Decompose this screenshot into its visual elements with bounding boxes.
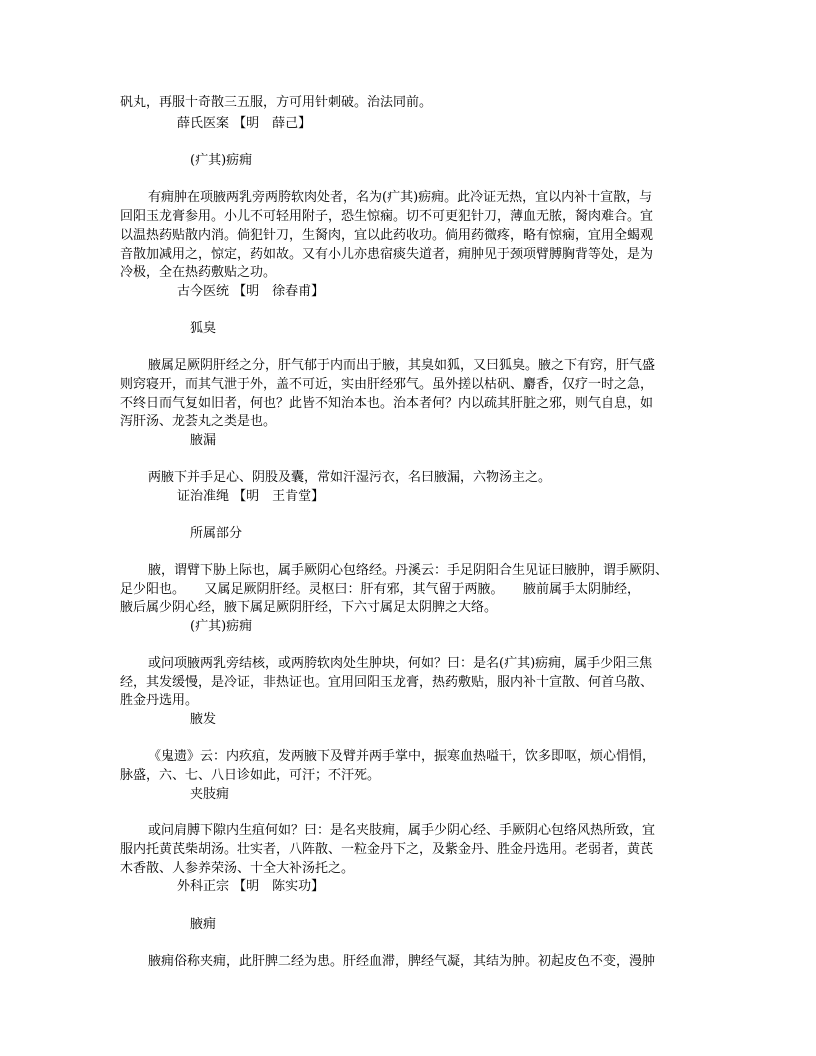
paragraph-line: 泻肝汤、龙荟丸之类是也。 <box>120 414 277 429</box>
section-heading: 夹肢痈 <box>190 787 230 802</box>
paragraph-line: 脉盛，六、七、八日诊如此，可汗；不汗死。 <box>120 768 381 783</box>
section-heading: (疒其)疬痈 <box>190 619 253 634</box>
text-line: 矾丸，再服十奇散三五服，方可用针刺破。治法同前。 <box>120 95 433 110</box>
source-heading: 外科正宗 【明 陈实功】 <box>177 879 325 894</box>
paragraph-line: 则窍寝开，而其气泄于外，盖不可近，实由肝经邪气。虽外搓以枯矾、麝香，仅疗一时之急， <box>120 377 654 392</box>
section-heading: (疒其)疬痈 <box>190 153 253 168</box>
paragraph-line: 或问肩膊下隙内生疽何如？曰：是名夹肢痈，属手少阴心经、手厥阴心包络风热所致，宜 <box>148 823 656 838</box>
paragraph-line: 《鬼遗》云：内疚疽，发两腋下及臂并两手掌中，振寒血热嗌干，饮多即呕，烦心悁悁， <box>148 749 656 764</box>
paragraph-line: 腋后属少阴心经，腋下属足厥阴肝经，下六寸属足太阴脾之大络。 <box>120 600 498 615</box>
paragraph-line: 回阳玉龙膏参用。小儿不可轻用附子，恐生惊痫。切不可更犯针刀，薄血无脓，胬肉难合。宜 <box>120 209 654 224</box>
section-heading: 所属部分 <box>190 526 243 541</box>
section-heading: 腋痈 <box>190 917 217 932</box>
paragraph-line: 或问项腋两乳旁结核，或两胯软肉处生肿块，何如？曰：是名(疒其)疬痈，属手少阳三焦 <box>148 656 653 671</box>
paragraph-line: 胜金丹选用。 <box>120 693 199 708</box>
source-heading: 薛氏医案 【明 薛己】 <box>177 116 312 131</box>
paragraph-line: 两腋下并手足心、阴股及囊，常如汗湿污衣，名曰腋漏，六物汤主之。 <box>148 470 552 485</box>
paragraph-line: 经，其发缓慢，是冷证，非热证也。宜用回阳玉龙膏，热药敷贴，服内补十宣散、何首乌散、 <box>120 675 654 690</box>
source-heading: 证治准绳 【明 王肯堂】 <box>177 489 325 504</box>
paragraph-line: 腋，谓臂下胁上际也，属手厥阴心包络经。丹溪云：手足阴阳合生见证曰腋肿，谓手厥阴、 <box>148 563 669 578</box>
paragraph-line: 以温热药贴散内消。倘犯针刀，生胬肉，宜以此药收功。倘用药微疼，略有惊痫，宜用全蝎观 <box>120 228 654 243</box>
paragraph-line: 腋痈俗称夹痈，此肝脾二经为患。肝经血滞，脾经气凝，其结为肿。初起皮色不变，漫肿 <box>148 954 656 969</box>
paragraph-line: 足少阳也。 又属足厥阴肝经。灵枢曰：肝有邪，其气留于两腋。 腋前属手太阴肺经， <box>120 582 641 597</box>
paragraph-line: 木香散、人参养荣汤、十全大补汤托之。 <box>120 861 355 876</box>
source-heading: 古今医统 【明 徐春甫】 <box>177 284 325 299</box>
section-heading: 腋发 <box>190 712 217 727</box>
paragraph-line: 冷极，全在热药敷贴之功。 <box>120 265 277 280</box>
section-heading: 狐臭 <box>190 321 217 336</box>
paragraph-line: 服内托黄芪柴胡汤。壮实者，八阵散、一粒金丹下之，及紫金丹、胜金丹选用。老弱者，黄芪 <box>120 842 654 857</box>
paragraph-line: 音散加减用之，惊定，药如故。又有小儿亦患宿痰失道者，痈肿见于颈项臂膊胸背等处，是为 <box>120 247 654 262</box>
paragraph-line: 不终日而气复如旧者，何也？此皆不知治本也。治本者何？内以疏其肝脏之邪，则气自息，如 <box>120 396 654 411</box>
paragraph-line: 腋属足厥阴肝经之分，肝气郁于内而出于腋，其臭如狐，又曰狐臭。腋之下有窍，肝气盛 <box>148 358 656 373</box>
section-heading: 腋漏 <box>190 433 217 448</box>
paragraph-line: 有痈肿在项腋两乳旁两胯软肉处者，名为(疒其)疬痈。此冷证无热，宜以内补十宣散，与 <box>148 190 653 205</box>
